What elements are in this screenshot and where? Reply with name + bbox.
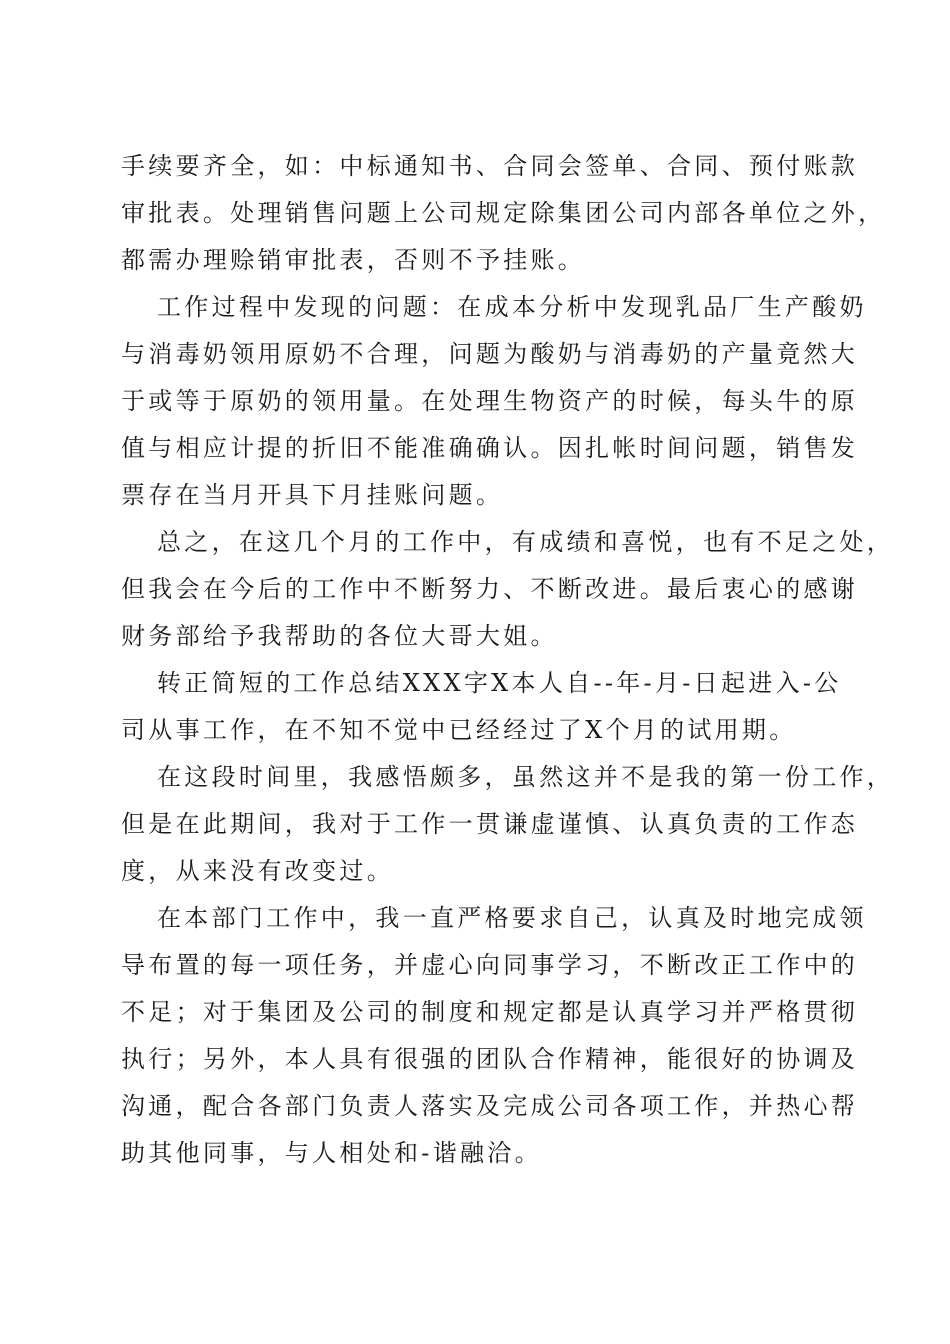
paragraph-line: 沟通，配合各部门负责人落实及完成公司各项工作，并热心帮 (121, 1092, 859, 1120)
document-body (121, 143, 895, 1177)
paragraph (121, 895, 867, 1177)
paragraph-line: 司从事工作，在不知不觉中已经经过了X个月的试用期。 (121, 716, 797, 744)
paragraph-line: 但是在此期间，我对于工作一贯谦虚谨慎、认真负责的工作态 (121, 810, 859, 838)
paragraph-line: 转正简短的工作总结XXX字X本人自--年-月-日起进入-公 (157, 669, 842, 697)
paragraph-line: 度，从来没有改变过。 (121, 857, 394, 885)
paragraph (121, 284, 867, 519)
paragraph-line: 于或等于原奶的领用量。在处理生物资产的时候，每头牛的原 (121, 387, 859, 415)
paragraph (121, 519, 895, 660)
paragraph-line: 财务部给予我帮助的各位大哥大姐。 (121, 622, 558, 650)
paragraph-line: 审批表。处理销售问题上公司规定除集团公司内部各单位之外， (121, 199, 886, 227)
paragraph-line: 不足；对于集团及公司的制度和规定都是认真学习并严格贯彻 (121, 998, 859, 1026)
paragraph-line: 都需办理赊销审批表，否则不予挂账。 (121, 246, 586, 274)
paragraph-line: 助其他同事，与人相处和-谐融洽。 (121, 1139, 542, 1167)
paragraph-line: 手续要齐全，如：中标通知书、合同会签单、合同、预付账款 (121, 152, 859, 180)
paragraph (121, 143, 886, 284)
paragraph-line: 在这段时间里，我感悟颇多，虽然这并不是我的第一份工作， (157, 763, 895, 791)
paragraph-line: 导布置的每一项任务，并虚心向同事学习，不断改正工作中的 (121, 951, 859, 979)
paragraph-line: 在本部门工作中，我一直严格要求自己，认真及时地完成领 (157, 904, 867, 932)
paragraph-line: 票存在当月开具下月挂账问题。 (121, 481, 504, 509)
paragraph-line: 执行；另外，本人具有很强的团队合作精神，能很好的协调及 (121, 1045, 859, 1073)
paragraph (121, 754, 895, 895)
paragraph-line: 但我会在今后的工作中不断努力、不断改进。最后衷心的感谢 (121, 575, 859, 603)
paragraph-line: 总之，在这几个月的工作中，有成绩和喜悦，也有不足之处， (157, 528, 895, 556)
paragraph-line: 与消毒奶领用原奶不合理，问题为酸奶与消毒奶的产量竟然大 (121, 340, 859, 368)
paragraph (121, 660, 841, 754)
paragraph-line: 值与相应计提的折旧不能准确确认。因扎帐时间问题，销售发 (121, 434, 859, 462)
paragraph-line: 工作过程中发现的问题：在成本分析中发现乳品厂生产酸奶 (157, 293, 867, 321)
